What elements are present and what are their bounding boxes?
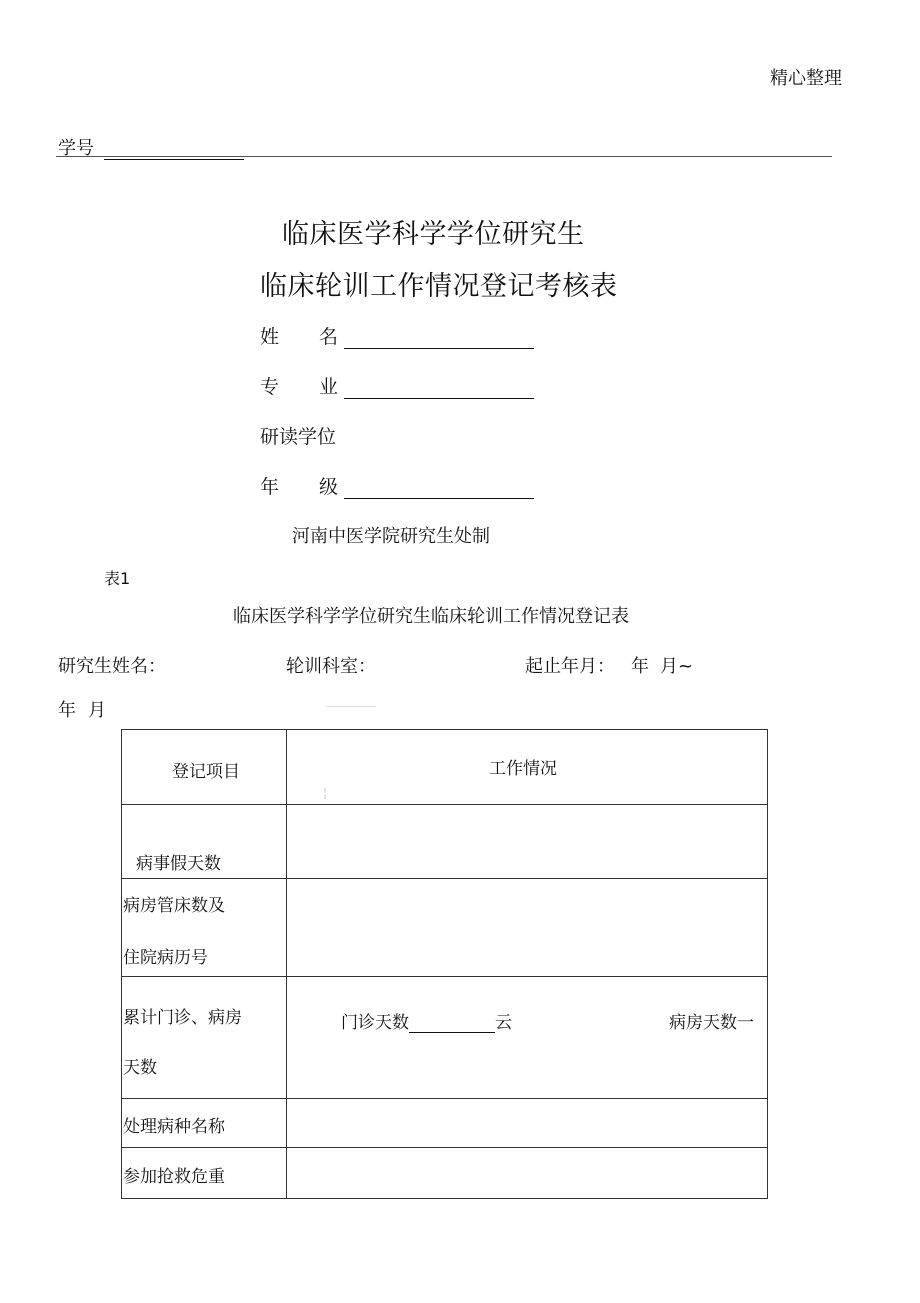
name-label-b: 名 (319, 326, 339, 348)
days-label-line1: 累计门诊、病房 (123, 1008, 242, 1028)
grade-label-a: 年 (260, 476, 280, 498)
issuer: 河南中医学院研究生处制 (292, 526, 490, 547)
clinic-days-blank[interactable] (409, 1014, 495, 1033)
registration-table (121, 729, 768, 1199)
rescue-label: 参加抢救危重 (123, 1167, 225, 1187)
clinic-days-suffix: 云 (495, 1013, 512, 1033)
days-label-line2: 天数 (123, 1058, 157, 1078)
days-input-cell (287, 977, 768, 1099)
scan-artifact (326, 706, 376, 707)
period-label: 起止年月： (525, 656, 615, 677)
beds-label-line2: 住院病历号 (123, 948, 208, 968)
leave-days-label: 病事假天数 (136, 854, 221, 874)
clinic-days-label: 门诊天数 (341, 1013, 409, 1033)
table-row (122, 805, 768, 879)
disease-input-cell[interactable] (287, 1099, 768, 1148)
student-id-blank[interactable] (104, 141, 244, 160)
major-blank[interactable] (344, 378, 534, 399)
header-item-cell (122, 730, 287, 805)
name-blank[interactable] (344, 328, 534, 349)
disease-cell (122, 1099, 287, 1148)
major-label-a: 专 (260, 376, 280, 398)
end-year-unit: 年 (58, 700, 76, 721)
grade-blank[interactable] (344, 478, 534, 499)
scan-artifact: ¦ (323, 786, 328, 800)
beds-label-line1: 病房管床数及 (123, 896, 225, 916)
header-divider (56, 156, 832, 157)
beds-input-cell[interactable] (287, 879, 768, 977)
name-label-a: 姓 (260, 326, 280, 348)
degree-label: 研读学位 (260, 426, 337, 448)
cover-title-line1: 临床医学科学学位研究生 (282, 219, 585, 250)
dept-label: 轮训科室： (286, 656, 376, 677)
table-number: 表1 (104, 569, 131, 588)
table-row (122, 1099, 768, 1148)
table-caption: 临床医学科学学位研究生临床轮训工作情况登记表 (233, 606, 629, 627)
cover-title-line2: 临床轮训工作情况登记考核表 (260, 271, 618, 302)
table-row (122, 977, 768, 1099)
header-status-label: 工作情况 (489, 759, 557, 779)
table-row (122, 879, 768, 977)
clinic-days-field (341, 1008, 512, 1033)
table-row (122, 1148, 768, 1199)
end-month-unit: 月 (88, 700, 106, 721)
start-month-unit: 月~ (660, 656, 694, 677)
disease-label: 处理病种名称 (123, 1117, 225, 1137)
student-name-label: 研究生姓名： (58, 656, 166, 677)
days-cell (122, 977, 287, 1099)
header-item-label: 登记项目 (172, 762, 240, 782)
corner-note: 精心整理 (770, 68, 842, 89)
grade-label-b: 级 (319, 476, 339, 498)
major-field (260, 372, 534, 399)
major-label-b: 业 (319, 376, 339, 398)
student-id-label: 学号 (58, 138, 94, 159)
header-status-cell (287, 730, 768, 805)
leave-days-input-cell[interactable] (287, 805, 768, 879)
ward-days-label[interactable]: 病房天数一 (669, 1013, 754, 1033)
start-year-unit: 年 (631, 656, 649, 677)
rescue-input-cell[interactable] (287, 1148, 768, 1199)
degree-field (260, 422, 336, 449)
grade-field (260, 472, 534, 499)
leave-days-cell (122, 805, 287, 879)
rescue-cell (122, 1148, 287, 1199)
name-field (260, 322, 534, 349)
beds-cell (122, 879, 287, 977)
table-header-row (122, 730, 768, 805)
